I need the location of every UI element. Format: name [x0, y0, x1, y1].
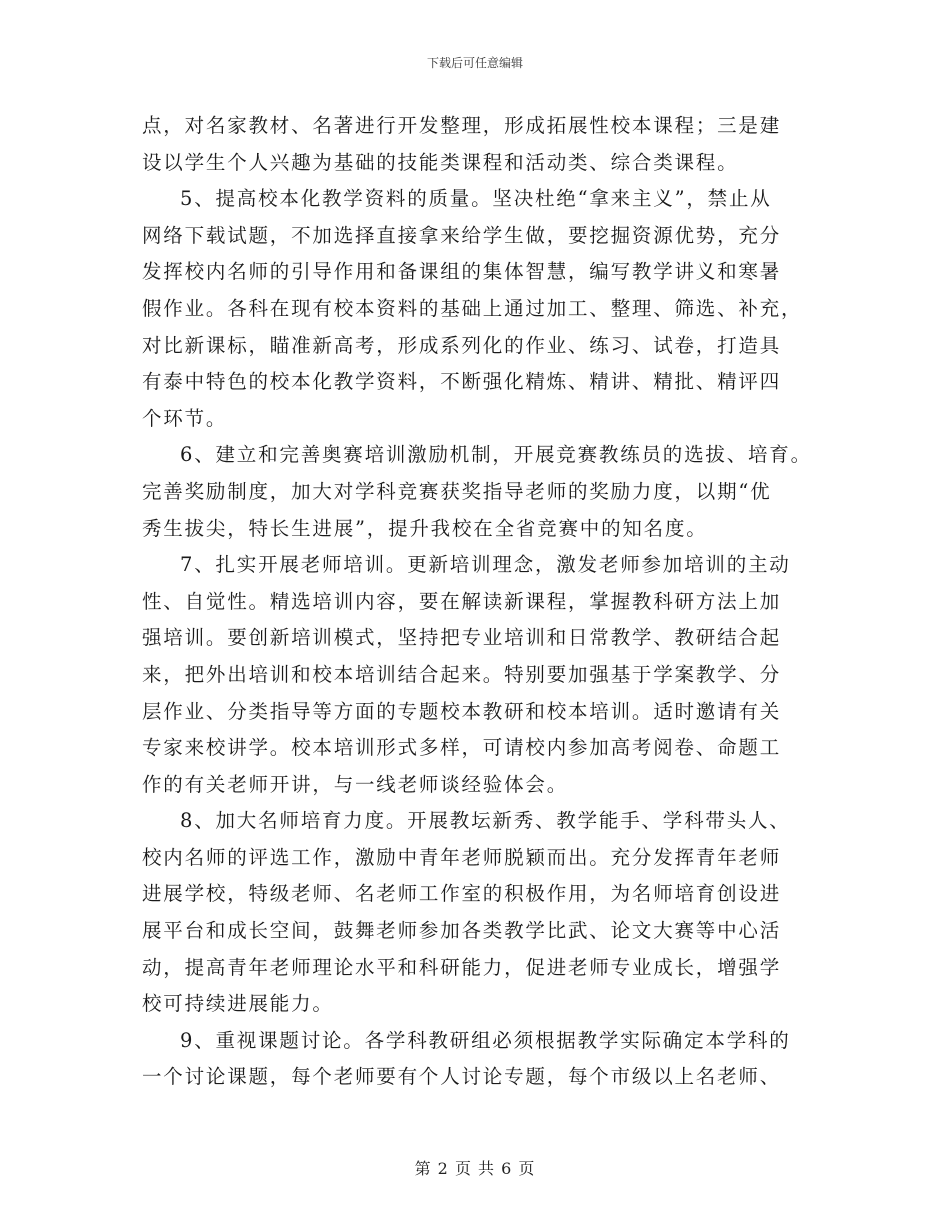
text-line: 专家来校讲学。校本培训形式多样，可请校内参加高考阅卷、命题工 [142, 736, 782, 760]
text-line: 校可持续进展能力。 [142, 992, 334, 1016]
page-footer [0, 1156, 950, 1179]
current-page-number: 2 [437, 1159, 449, 1178]
document-body [142, 108, 822, 1096]
text-line: 对比新课标，瞄准新高考，形成系列化的作业、练习、试卷，打造具 [142, 333, 782, 357]
text-line: 性、自觉性。精选培训内容，要在解读新课程，掌握教科研方法上加 [142, 589, 782, 613]
text-line: 动，提高青年老师理论水平和科研能力，促进老师专业成长，增强学 [142, 955, 782, 979]
page-footer-prefix: 第 [414, 1159, 432, 1178]
text-line: 来，把外出培训和校本培训结合起来。特别要加强基于学案教学、分 [142, 662, 782, 686]
text-line: 一个讨论课题，每个老师要有个人讨论专题，每个市级以上名老师、 [142, 1065, 782, 1089]
text-line: 层作业、分类指导等方面的专题校本教研和校本培训。适时邀请有关 [142, 699, 782, 723]
text-line: 校内名师的评选工作，激励中青年老师脱颖而出。充分发挥青年老师 [142, 845, 782, 869]
text-line: 进展学校，特级老师、名老师工作室的积极作用，为名师培育创设进 [142, 882, 782, 906]
page-footer-suffix: 页 [518, 1159, 536, 1178]
text-line: 有泰中特色的校本化教学资料，不断强化精炼、精讲、精批、精评四 [142, 370, 782, 394]
text-line: 9、重视课题讨论。各学科教研组必须根据教学实际确定本学科的 [180, 1028, 791, 1052]
text-line: 7、扎实开展老师培训。更新培训理念，激发老师参加培训的主动 [180, 553, 791, 577]
header-note: 下载后可任意编辑 [426, 56, 523, 70]
text-line: 设以学生个人兴趣为基础的技能类课程和活动类、综合类课程。 [142, 150, 739, 174]
text-line: 6、建立和完善奥赛培训激励机制，开展竞赛教练员的选拔、培育。 [180, 443, 812, 467]
text-line: 作的有关老师开讲，与一线老师谈经验体会。 [142, 772, 569, 796]
text-line: 秀生拔尖，特长生进展”，提升我校在全省竞赛中的知名度。 [142, 516, 708, 540]
text-line: 网络下载试题，不加选择直接拿来给学生做，要挖掘资源优势，充分 [142, 223, 782, 247]
text-line: 5、提高校本化教学资料的质量。坚决杜绝“拿来主义”，禁止从 [180, 187, 772, 211]
text-line: 8、加大名师培育力度。开展教坛新秀、教学能手、学科带头人、 [180, 809, 791, 833]
text-line: 发挥校内名师的引导作用和备课组的集体智慧，编写教学讲义和寒暑 [142, 260, 782, 284]
text-line: 完善奖励制度，加大对学科竞赛获奖指导老师的奖励力度，以期“优 [142, 479, 772, 503]
text-line: 个环节。 [142, 406, 228, 430]
text-line: 强培训。要创新培训模式，坚持把专业培训和日常教学、教研结合起 [142, 626, 782, 650]
text-line: 点，对名家教材、名著进行开发整理，形成拓展性校本课程；三是建 [142, 114, 782, 137]
page-footer-middle: 页 共 [454, 1159, 496, 1178]
text-line: 假作业。各科在现有校本资料的基础上通过加工、整理、筛选、补充， [142, 296, 803, 320]
total-pages-number: 6 [501, 1159, 513, 1178]
text-line: 展平台和成长空间，鼓舞老师参加各类教学比武、论文大赛等中心活 [142, 919, 782, 943]
